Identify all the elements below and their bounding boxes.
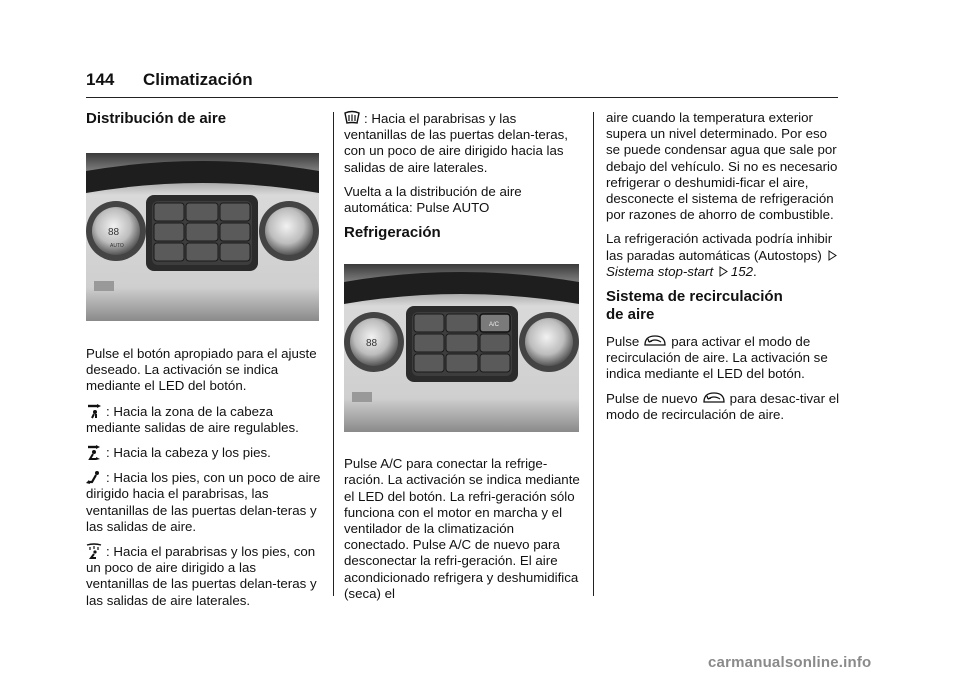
- ac-button-panel-photo: [344, 264, 579, 432]
- cooling-paragraph: Pulse A/C para conectar la refrige-ración. La activación se indica mediante el LED del botón. La refri-geración sólo funciona con el motor en marcha y el ventilador de la climatización conectado. Pulse A/C de nuevo para desconectar la refri-geración. El aire acondicionado refrigera y deshumidifica (seca) el: [344, 456, 580, 601]
- auto-label: AUTO: [110, 243, 124, 249]
- column-divider-1: [333, 112, 334, 596]
- recirculation-icon: [642, 334, 668, 348]
- column-3: [606, 110, 842, 431]
- watermark: carmanualsonline.info: [708, 654, 872, 671]
- section-heading-air-distribution: Distribución de aire: [86, 110, 227, 127]
- item-feet: : Hacia los pies, con un poco de aire dirigido hacia el parabrisas, las ventanillas de las puertas delan-teras y las salidas de aire.: [86, 470, 321, 534]
- page-title: Climatización: [143, 70, 253, 89]
- climate-control-panel-photo: [86, 153, 319, 321]
- item-windshield: : Hacia el parabrisas y las ventanillas de las puertas delan-teras, con un poco de aire dirigido hacia las salidas de aire laterales.: [344, 111, 568, 175]
- page-number: 144: [86, 70, 115, 89]
- recirculation-on-paragraph: Pulse para activar el modo de recirculación de aire. La activación se indica mediante el LED del botón.: [606, 334, 828, 382]
- item-head-vents: : Hacia la zona de la cabeza mediante salidas de aire regulables.: [86, 403, 299, 435]
- ac-label: A/C: [489, 322, 500, 329]
- air-to-head-and-feet-icon: [86, 444, 102, 460]
- column-2: [344, 110, 582, 610]
- auto-paragraph: Vuelta a la distribución de aire automática: Pulse AUTO: [344, 183, 522, 216]
- svg-text:88: 88: [366, 338, 378, 350]
- cooling-continued-paragraph: aire cuando la temperatura exterior supera un nivel determinado. Por eso se puede condensar agua que sale por debajo del vehículo. Si no es necesario refrigerar o deshumidi-ficar el aire, desconecte el sistema de refrigeración por razones de ahorro de combustible.: [606, 110, 838, 223]
- section-heading-recirculation: Sistema de recirculación de aire: [606, 288, 783, 324]
- cross-reference-link[interactable]: Sistema stop-start: [606, 263, 714, 279]
- reference-arrow-icon: [828, 250, 838, 261]
- page-header: [86, 70, 838, 96]
- column-1: [86, 110, 322, 617]
- header-rule: [86, 97, 838, 98]
- column-divider-2: [593, 112, 594, 596]
- air-to-head-icon: [86, 403, 102, 419]
- item-windshield-and-feet: : Hacia el parabrisas y los pies, con un poco de aire dirigido a las ventanillas de las puertas delan-teras y las salidas de aire laterales.: [86, 544, 317, 608]
- recirculation-off-paragraph: Pulse de nuevo para desac-tivar el modo de recirculación de aire.: [606, 390, 840, 422]
- page-arrow-icon: [719, 266, 729, 277]
- cross-reference-page[interactable]: 152: [730, 263, 754, 279]
- svg-text:88: 88: [108, 227, 120, 238]
- air-to-windshield-icon: [344, 110, 360, 126]
- air-to-windshield-and-feet-icon: [86, 543, 102, 559]
- section-heading-cooling: Refrigeración: [344, 224, 441, 242]
- intro-paragraph: Pulse el botón apropiado para el ajuste deseado. La activación se indica mediante el LED del botón.: [86, 346, 317, 394]
- recirculation-icon: [701, 391, 727, 405]
- item-head-and-feet: : Hacia la cabeza y los pies.: [86, 444, 322, 461]
- autostop-paragraph: La refrigeración activada podría inhibir las paradas automáticas (Autostops) Sistema stop-start 152.: [606, 231, 842, 280]
- air-to-feet-icon: [86, 469, 102, 485]
